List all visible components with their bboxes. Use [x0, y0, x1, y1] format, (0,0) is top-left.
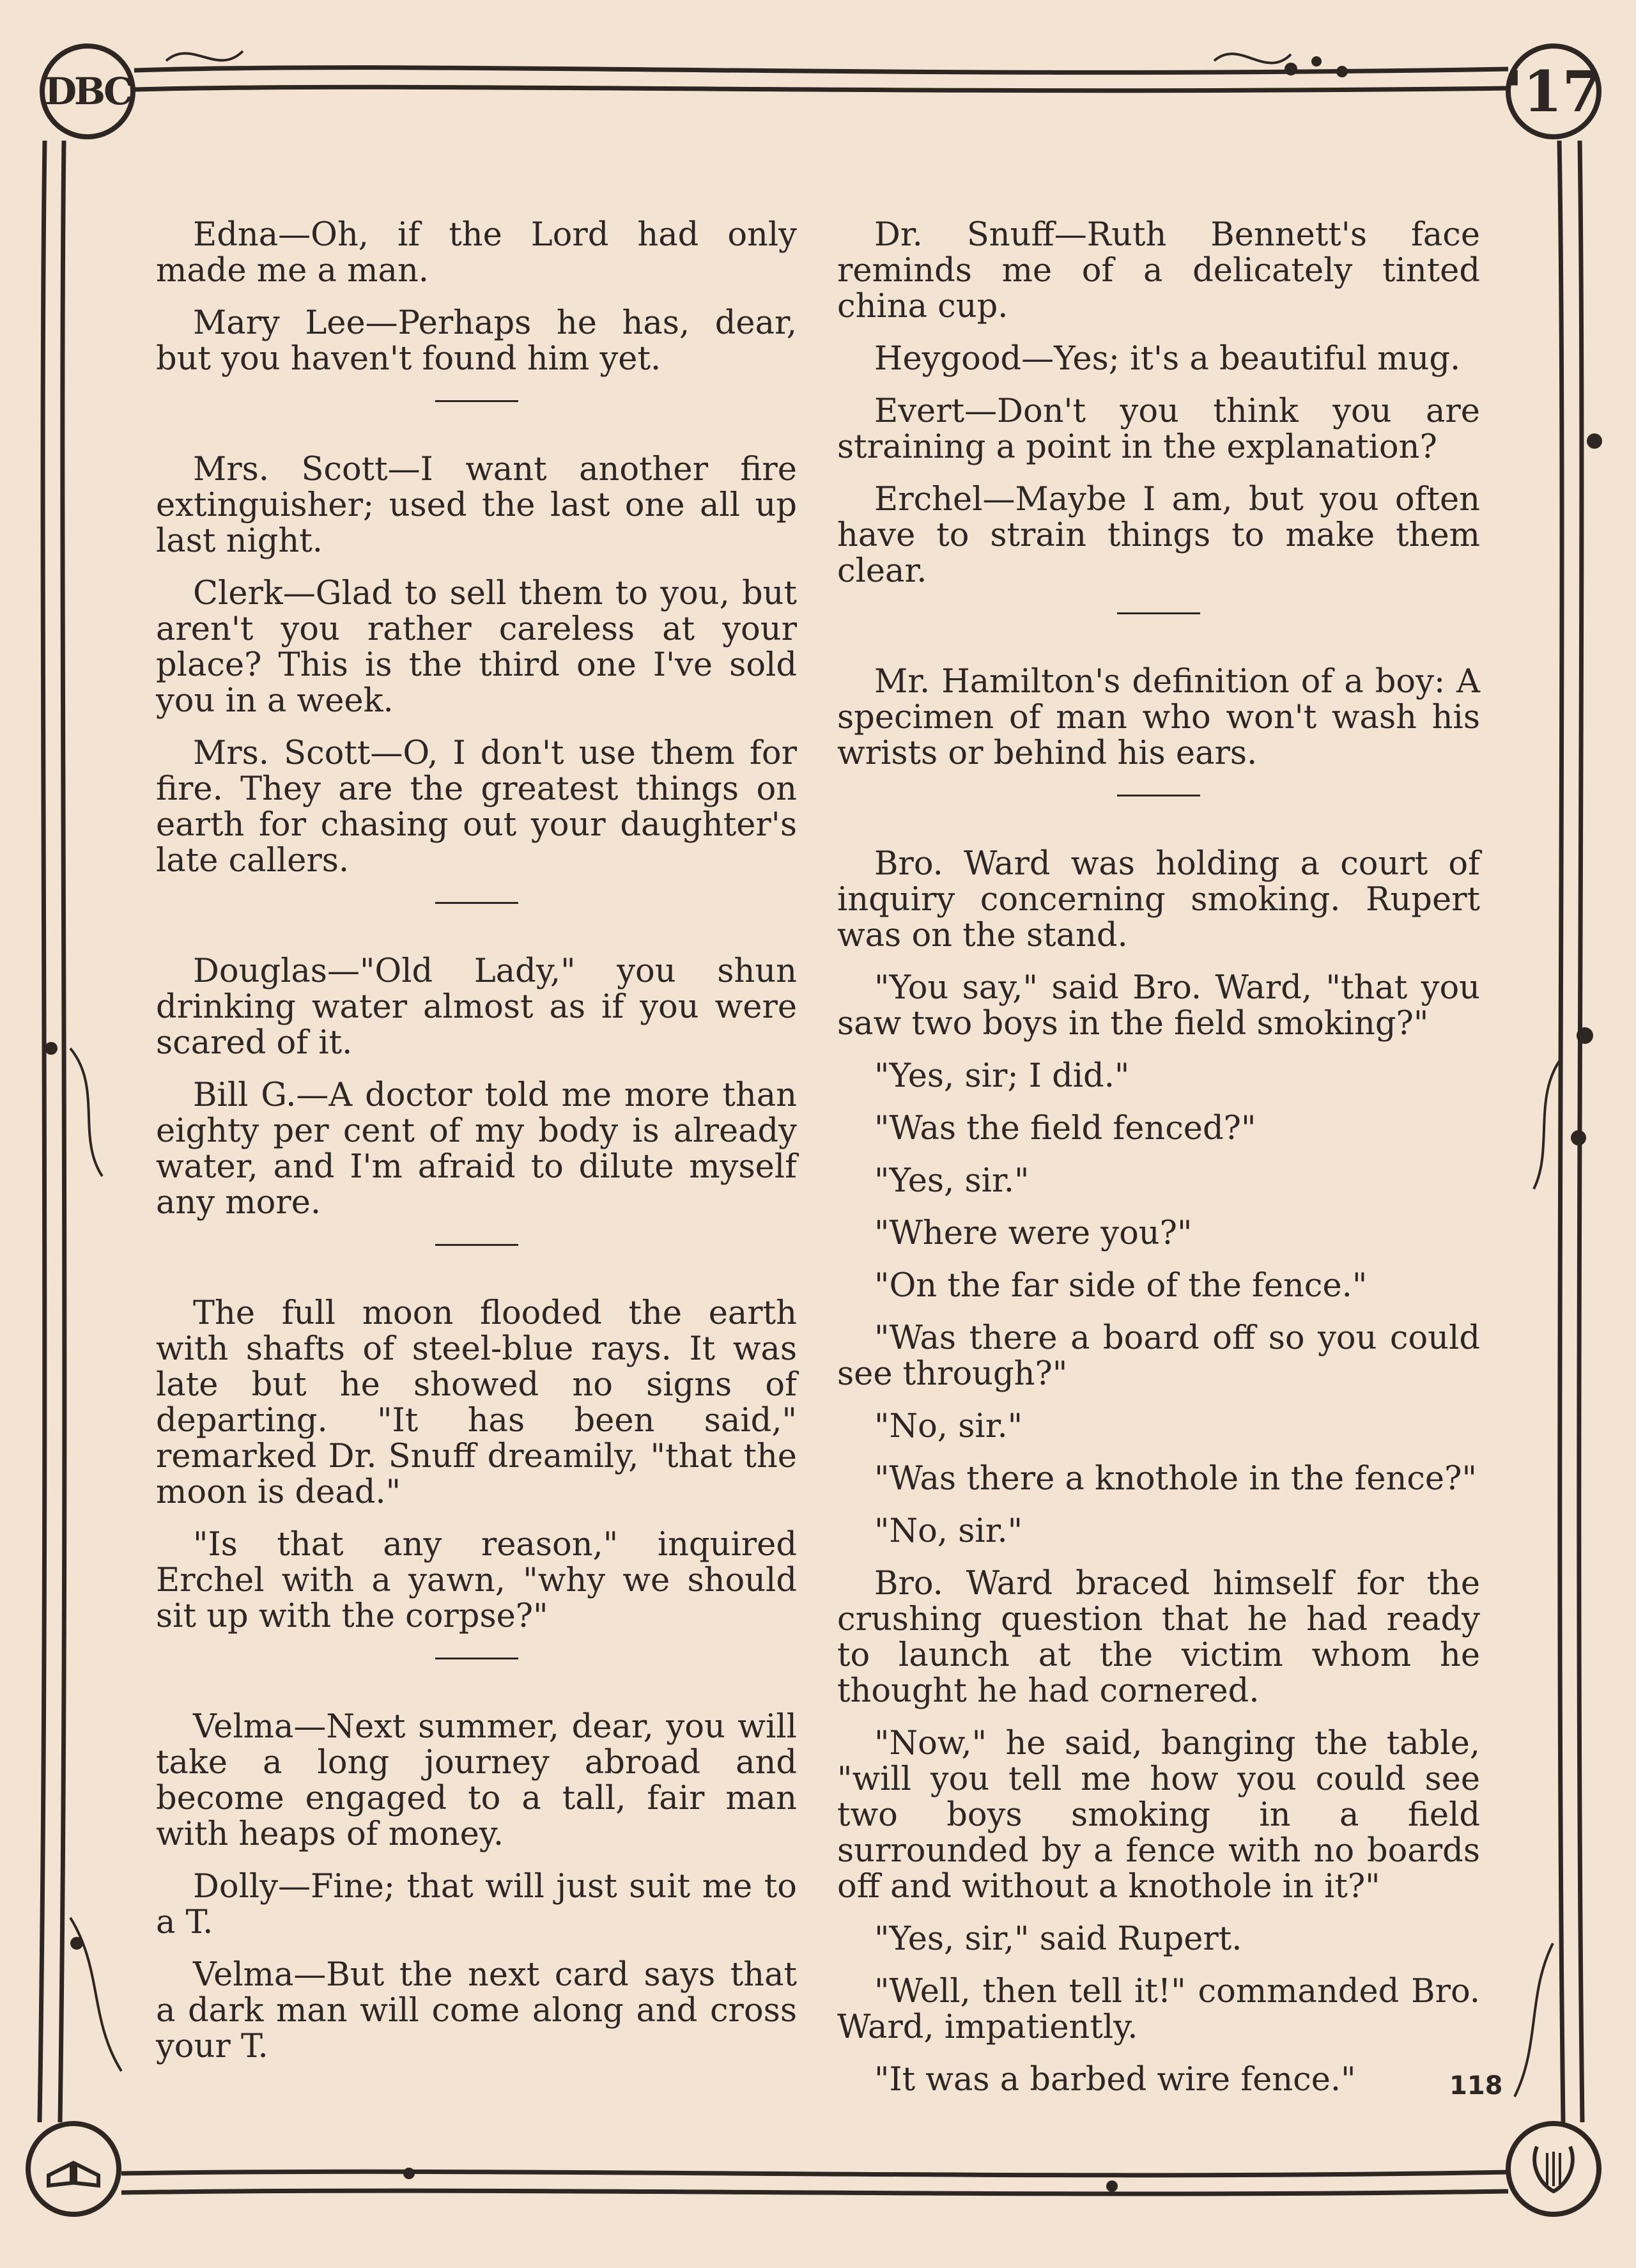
paragraph: "Where were you?" — [874, 1215, 1192, 1252]
section-divider — [435, 1244, 518, 1246]
paragraph: "Was the field fenced?" — [874, 1110, 1256, 1147]
paragraph: Velma—Next summer, dear, you will take a long journey abroad and become engaged to a tall, fair man with heaps of money. — [156, 1708, 797, 1853]
paragraph: The full moon flooded the earth with shafts of steel-blue rays. It was late but he showed no signs of departing. "It has been said," remarked Dr. Snuff dreamily, "that the moon is dead." — [156, 1294, 797, 1511]
paragraph: Dr. Snuff—Ruth Bennett's face reminds me of a delicately tinted china cup. — [837, 216, 1480, 325]
paragraph: "Yes, sir," said Rupert. — [874, 1920, 1242, 1958]
section-divider — [435, 902, 518, 904]
paragraph: "Is that any reason," inquired Erchel with a yawn, "why we should sit up with the corpse?" — [156, 1526, 797, 1635]
paragraph: Bill G.—A doctor told me more than eighty per cent of my body is already water, and I'm afraid to dilute myself any more. — [156, 1076, 797, 1222]
paragraph: Mrs. Scott—O, I don't use them for fire. They are the greatest things on earth for chasing out your daughter's late callers. — [156, 734, 797, 880]
paragraph: Dolly—Fine; that will just suit me to a T. — [156, 1868, 797, 1941]
paragraph: Mrs. Scott—I want another fire extinguisher; used the last one all up last night. — [156, 451, 797, 560]
year-emblem — [1506, 43, 1601, 139]
page-number: 118 — [1449, 2071, 1503, 2101]
paragraph: "Yes, sir; I did." — [874, 1057, 1130, 1095]
paragraph: "Was there a board off so you could see through?" — [837, 1319, 1480, 1393]
paragraph: Mr. Hamilton's definition of a boy: A specimen of man who won't wash his wrists or behind his ears. — [837, 663, 1480, 772]
paragraph: Bro. Ward braced himself for the crushing question that he had ready to launch at the victim whom he thought he had cornered. — [837, 1565, 1480, 1710]
section-divider — [1117, 612, 1200, 614]
paragraph: Mary Lee—Perhaps he has, dear, but you haven't found him yet. — [156, 304, 797, 378]
paragraph: Edna—Oh, if the Lord had only made me a man. — [156, 216, 797, 290]
monogram-text: DBC — [44, 70, 131, 113]
paragraph: Evert—Don't you think you are straining a point in the explanation? — [837, 392, 1480, 466]
paragraph: Bro. Ward was holding a court of inquiry concerning smoking. Rupert was on the stand. — [837, 845, 1480, 954]
paragraph: Erchel—Maybe I am, but you often have to strain things to make them clear. — [837, 481, 1480, 590]
paragraph: "Now," he said, banging the table, "will you tell me how you could see two boys smoking in a field surrounded by a fence with no boards off and without a knothole in it?" — [837, 1725, 1480, 1906]
paragraph: Heygood—Yes; it's a beautiful mug. — [874, 340, 1461, 378]
paragraph: "No, sir." — [874, 1512, 1023, 1550]
section-divider — [435, 1658, 518, 1659]
paragraph: "Was there a knothole in the fence?" — [874, 1460, 1477, 1498]
paragraph: "No, sir." — [874, 1408, 1023, 1445]
paragraph: Douglas—"Old Lady," you shun drinking water almost as if you were scared of it. — [156, 952, 797, 1062]
section-divider — [435, 400, 518, 402]
paragraph: "Well, then tell it!" commanded Bro. Ward, impatiently. — [837, 1973, 1480, 2046]
paragraph: "You say," said Bro. Ward, "that you saw two boys in the field smoking?" — [837, 969, 1480, 1043]
lyre-icon — [1506, 2121, 1601, 2217]
paragraph: "Yes, sir." — [874, 1162, 1030, 1200]
paragraph: "It was a barbed wire fence." — [874, 2061, 1356, 2099]
paragraph: Clerk—Glad to sell them to you, but aren't you rather careless at your place? This is the third one I've sold you in a week. — [156, 575, 797, 720]
section-divider — [1117, 795, 1200, 796]
left-column — [156, 217, 797, 2081]
open-book-icon — [26, 2121, 121, 2217]
year-text: '17 — [1506, 58, 1601, 125]
right-column — [837, 217, 1480, 2115]
paragraph: Velma—But the next card says that a dark man will come along and cross your T. — [156, 1956, 797, 2065]
dbc-monogram — [40, 43, 135, 139]
paragraph: "On the far side of the fence." — [874, 1267, 1368, 1305]
